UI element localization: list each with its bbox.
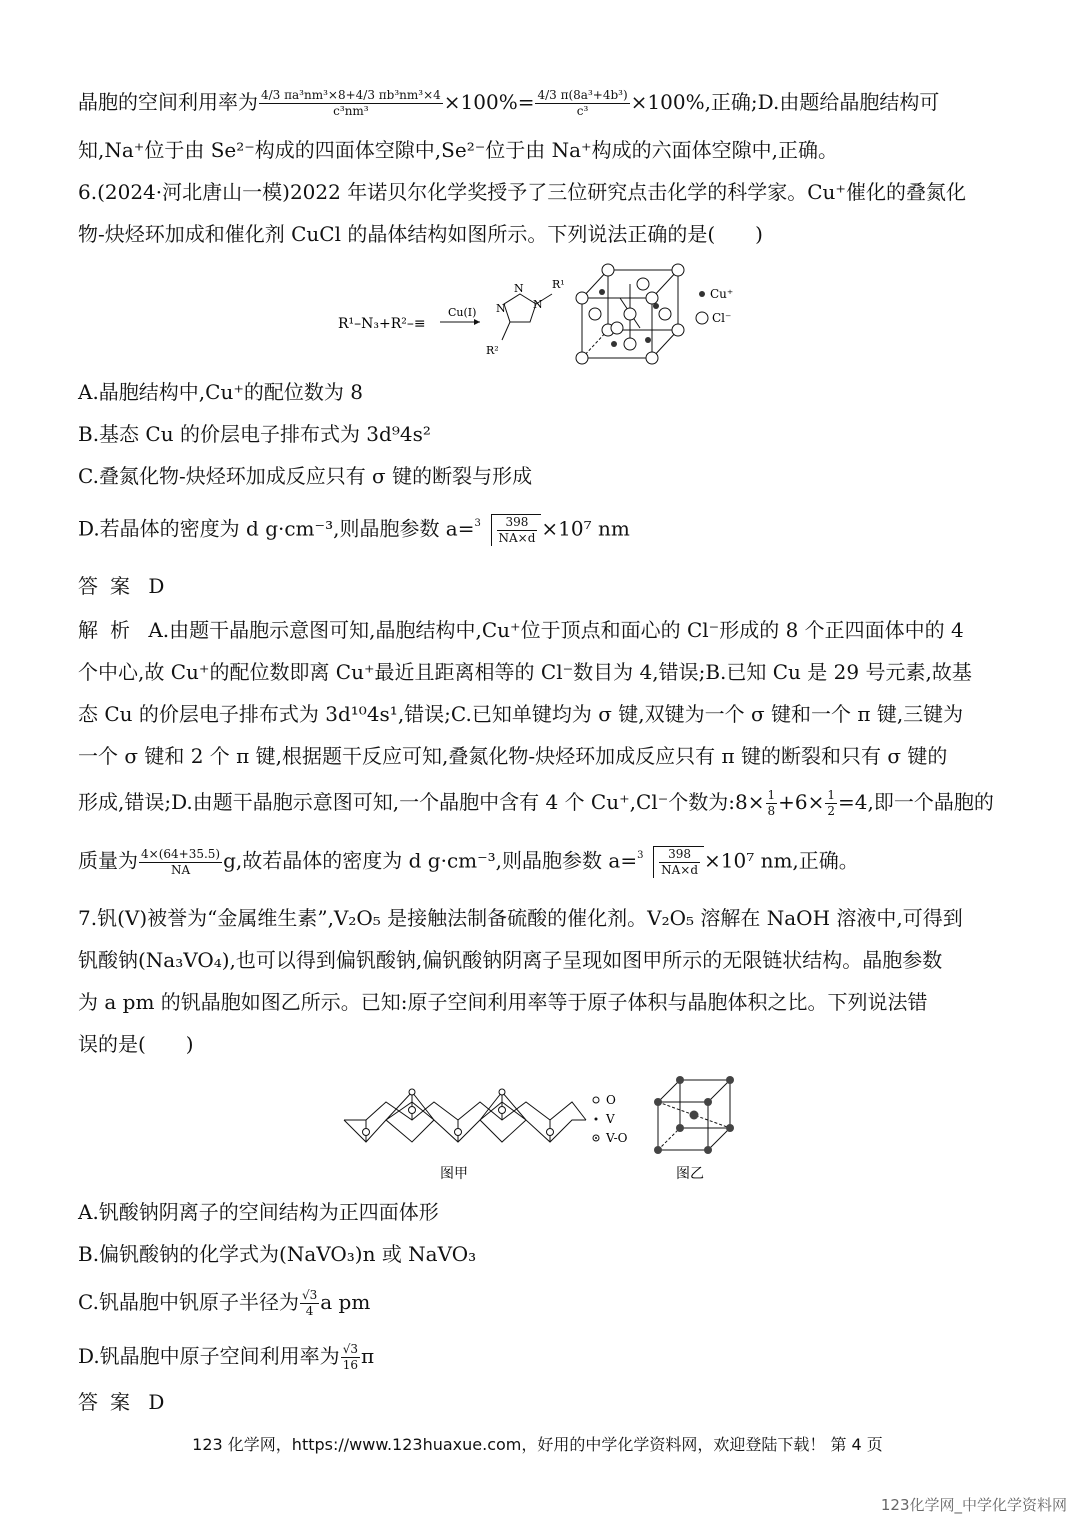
figure-jia-atoms xyxy=(363,1089,554,1136)
legend-o-symbol xyxy=(593,1097,599,1103)
legend-cu-label: Cu⁺ xyxy=(710,287,734,301)
legend-vo-label: V-O xyxy=(606,1131,628,1145)
q7-option-c: C.钒晶胞中钒原子半径为 $\frac{√3}{4}$ a pm xyxy=(78,1288,371,1318)
q7-answer: 答案 D xyxy=(78,1390,165,1414)
q6-figure-scheme xyxy=(330,258,750,368)
legend-cu-dot xyxy=(699,291,705,297)
svg-text:R¹: R¹ xyxy=(552,278,565,291)
cucl-atoms xyxy=(576,264,684,364)
q7-figures xyxy=(330,1072,750,1187)
p1-prefix: 晶胞的空间利用率为 xyxy=(78,90,258,114)
svg-text:N: N xyxy=(496,302,506,315)
q6-option-c: C.叠氮化物-炔烃环加成反应只有 σ 键的断裂与形成 xyxy=(78,464,533,488)
legend-cl-circle xyxy=(696,312,708,324)
q7-stem-line3: 为 a pm 的钒晶胞如图乙所示。已知:原子空间利用率等于原子体积与晶胞体积之比。下列说法错 xyxy=(78,990,928,1014)
fraction-2: $\frac{\text{4/3 π(8a³+4b³)}}{\text{c³}}$ xyxy=(537,88,628,118)
q6-stem-line2: 物-炔烃环加成和催化剂 CuCl 的晶体结构如图所示。下列说法正确的是( ) xyxy=(78,222,763,246)
q6-option-a: A.晶胞结构中,Cu⁺的配位数为 8 xyxy=(78,380,363,404)
legend-o-label: O xyxy=(606,1093,616,1107)
figure-yi-caption: 图乙 xyxy=(676,1166,704,1182)
catalyst-label: Cu(I) xyxy=(448,306,477,319)
q6-analysis-line1: 解析 A.由题干晶胞示意图可知,晶胞结构中,Cu⁺位于顶点和面心的 Cl⁻形成的 8 个正四面体中的 4 xyxy=(78,618,964,642)
p1-line1: 晶胞的空间利用率为 $\frac{\text{4/3 πa³nm³×8+4/3 πb³nm³×4}}{\text{c³nm³}}$ ×100%= $\frac{\text{4/3 π(8a³+4b³)}}{\text{c³}}$ ×100%,正确;D.由题给晶胞结构可 xyxy=(78,88,940,118)
watermark-text: 123化学网_中学化学资料网 xyxy=(880,1496,1067,1514)
q7-stem-line4: 误的是( ) xyxy=(78,1032,194,1056)
p1-line2: 知,Na⁺位于由 Se²⁻构成的四面体空隙中,Se²⁻位于由 Na⁺构成的六面体空隙中,正确。 xyxy=(78,138,838,162)
figure-jia-caption: 图甲 xyxy=(440,1166,468,1182)
q7-stem-line1: 7.钒(V)被誉为“金属维生素”,V₂O₅ 是接触法制备硫酸的催化剂。V₂O₅ 溶解在 NaOH 溶液中,可得到 xyxy=(78,906,963,930)
svg-text:N: N xyxy=(533,298,543,311)
legend-cl-label: Cl⁻ xyxy=(712,311,732,325)
q7-option-b: B.偏钒酸钠的化学式为(NaVO₃)n 或 NaVO₃ xyxy=(78,1242,477,1266)
q6-analysis-line3: 态 Cu 的价层电子排布式为 3d¹⁰4s¹,错误;C.已知单键均为 σ 键,双键为一个 σ 键和一个 π 键,三键为 xyxy=(78,702,964,726)
legend-v-symbol xyxy=(595,1118,598,1121)
q6-analysis-line5: 形成,错误;D.由题干晶胞示意图可知,一个晶胞中含有 4 个 Cu⁺,Cl⁻个数为:8× $\frac{1}{8}$ +6× $\frac{1}{2}$ =4,即一个晶胞的 xyxy=(78,788,994,818)
q6-option-d: D.若晶体的密度为 d g·cm⁻³,则晶胞参数 a= 3 $\frac{398}{NA\times d}$ ×10⁷ nm xyxy=(78,515,630,545)
q6-analysis-line6: 质量为 $\frac{4\times(64+35.5)}{NA}$ g,故若晶体的密度为 d g·cm⁻³,则晶胞参数 a= 3 $\frac{398}{NA\times d}$ ×10⁷ nm,正确。 xyxy=(78,846,859,877)
q7-option-a: A.钒酸钠阴离子的空间结构为正四面体形 xyxy=(78,1200,439,1224)
q6-stem-line1: 6.(2024·河北唐山一模)2022 年诺贝尔化学奖授予了三位研究点击化学的科学家。Cu⁺催化的叠氮化 xyxy=(78,180,966,204)
svg-text:N: N xyxy=(514,282,524,295)
q6-answer: 答案 D xyxy=(78,574,165,598)
q7-option-d: D.钒晶胞中原子空间利用率为 $\frac{√3}{16}$ π xyxy=(78,1342,375,1372)
fraction-1: $\frac{\text{4/3 πa³nm³×8+4/3 πb³nm³×4}}{\text{c³nm³}}$ xyxy=(261,88,441,118)
legend-v-label: V xyxy=(606,1112,615,1126)
q6-option-b: B.基态 Cu 的价层电子排布式为 3d⁹4s² xyxy=(78,422,431,446)
page-footer: 123 化学网，https://www.123huaxue.com，好用的中学化学资料网，欢迎登陆下载！ 第 4 页 xyxy=(192,1435,883,1454)
triazole-structure xyxy=(502,294,552,340)
cube-root: 3 $\frac{398}{NA\times d}$ xyxy=(475,514,542,546)
svg-text:R²: R² xyxy=(486,344,499,357)
q6-analysis-line2: 个中心,故 Cu⁺的配位数即离 Cu⁺最近且距离相等的 Cl⁻数目为 4,错误;B.已知 Cu 是 29 号元素,故基 xyxy=(78,660,972,684)
q7-stem-line2: 钒酸钠(Na₃VO₄),也可以得到偏钒酸钠,偏钒酸钠阴离子呈现如图甲所示的无限链状结构。晶胞参数 xyxy=(78,948,943,972)
reactants-text: R¹–N₃+R²–≡ xyxy=(338,316,426,332)
q6-analysis-line4: 一个 σ 键和 2 个 π 键,根据题干反应可知,叠氮化物-炔烃环加成反应只有 π 键的断裂和只有 σ 键的 xyxy=(78,744,948,768)
